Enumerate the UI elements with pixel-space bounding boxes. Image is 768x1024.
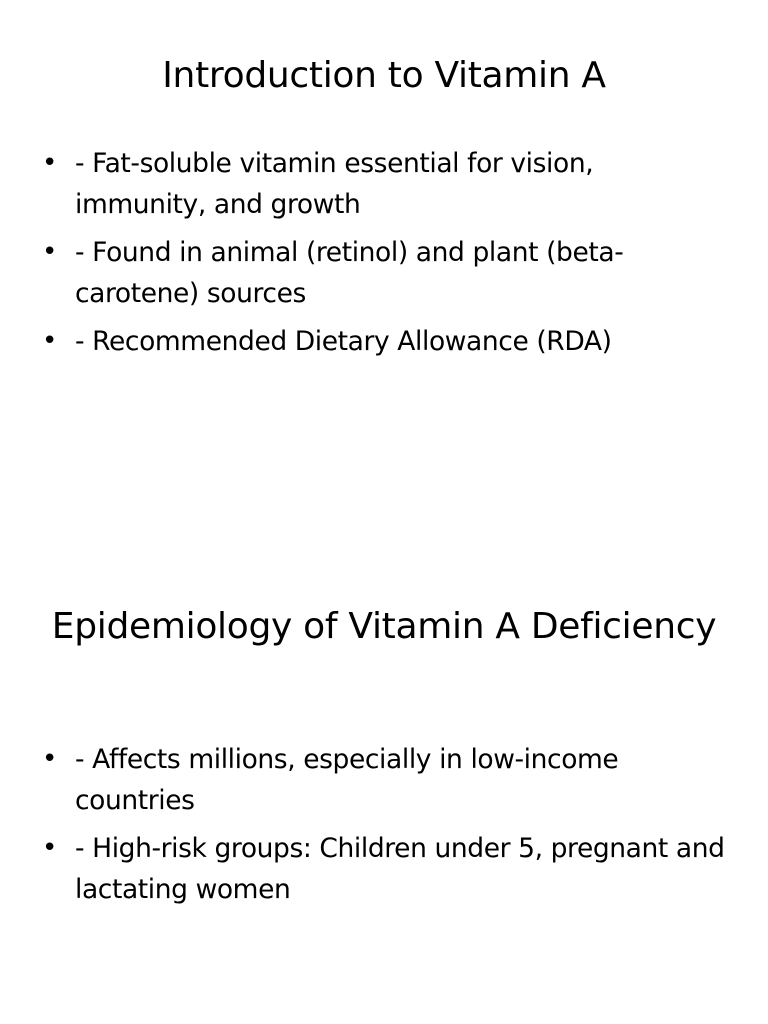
bullet-text: - Fat-soluble vitamin essential for vision, immunity, and growth (75, 148, 594, 220)
bullet-icon: • (42, 744, 57, 774)
slide-title: Epidemiology of Vitamin A Deficiency (51, 606, 717, 647)
bullet-icon: • (42, 833, 57, 863)
bullet-icon: • (42, 237, 57, 267)
bullet-item (40, 143, 730, 225)
bullet-icon: • (42, 326, 57, 356)
bullet-item (40, 321, 730, 362)
bullet-list (40, 739, 730, 917)
slide-epidemiology (0, 512, 768, 1024)
bullet-text: - High-risk groups: Children under 5, pregnant and lactating women (75, 833, 725, 905)
bullet-text: - Affects millions, especially in low-income countries (75, 744, 619, 816)
bullet-item (40, 739, 730, 821)
bullet-icon: • (42, 148, 57, 178)
slide-title: Introduction to Vitamin A (162, 55, 606, 96)
bullet-item (40, 232, 730, 314)
bullet-item (40, 828, 730, 910)
bullet-list (40, 143, 730, 369)
bullet-text: - Recommended Dietary Allowance (RDA) (75, 326, 612, 357)
bullet-text: - Found in animal (retinol) and plant (beta-carotene) sources (75, 237, 624, 309)
